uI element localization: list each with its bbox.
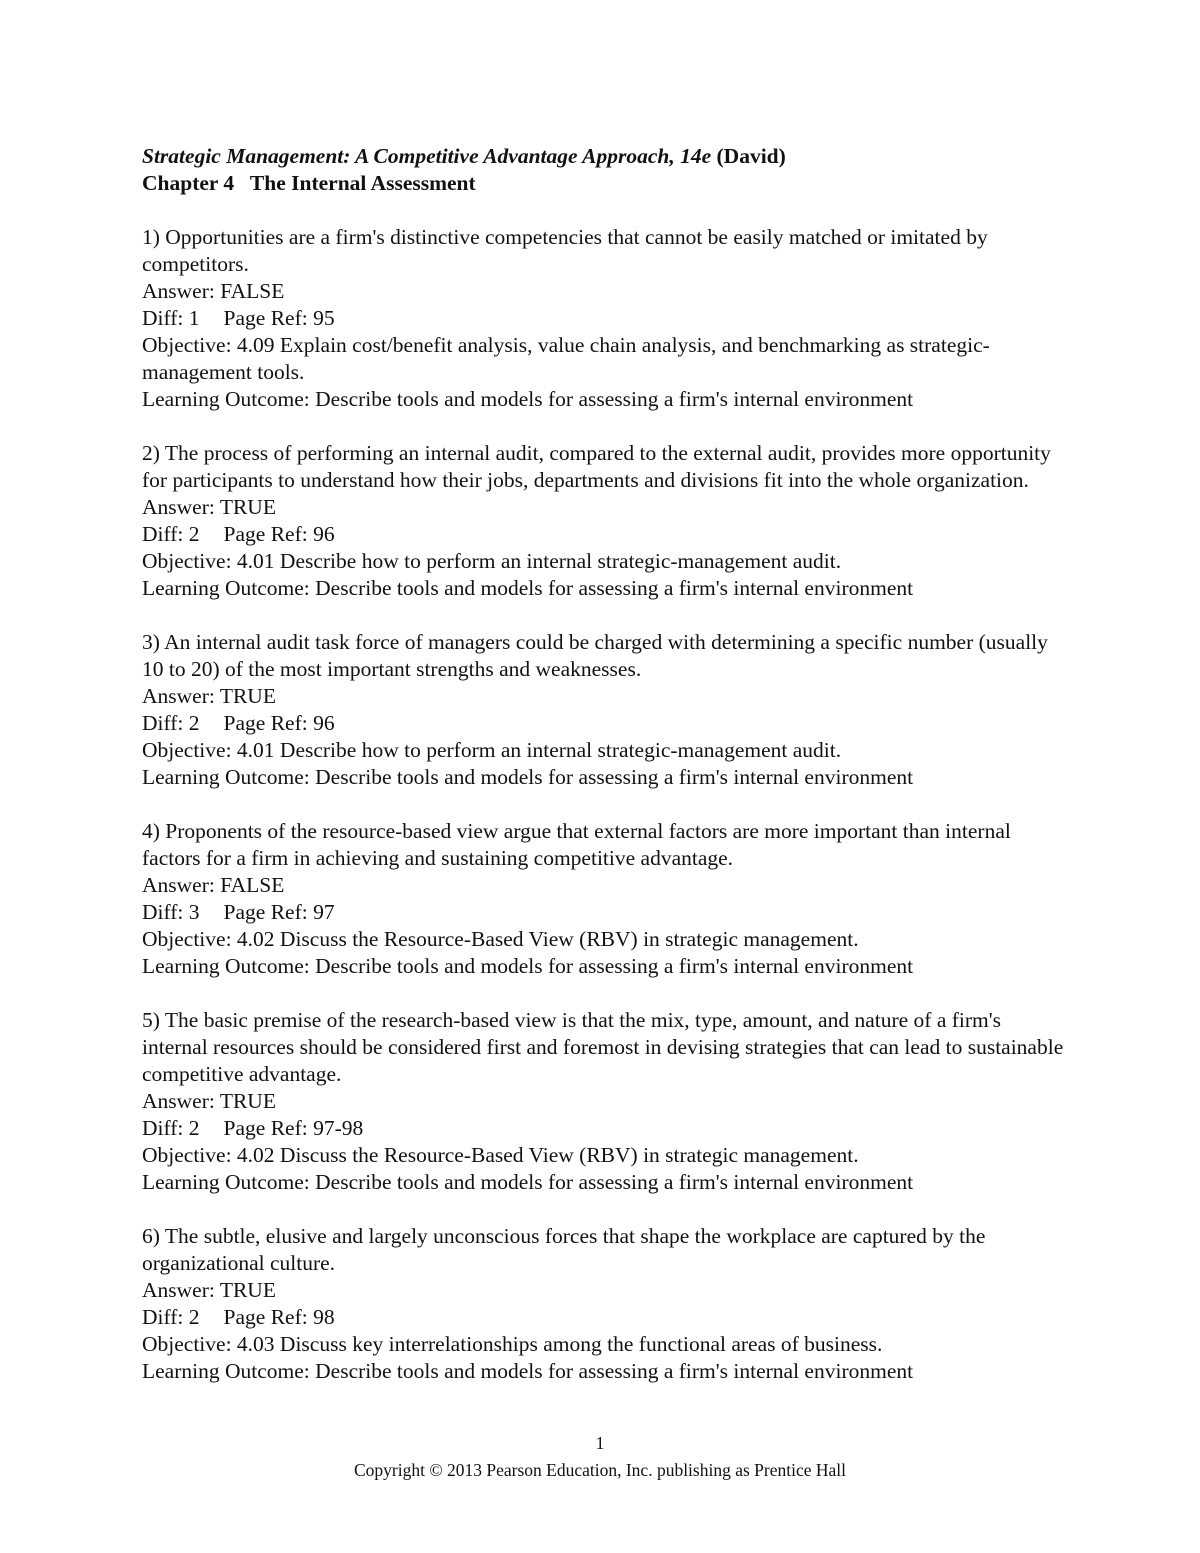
page-ref: Page Ref: 98 (223, 1305, 335, 1329)
learning-outcome: Learning Outcome: Describe tools and models for assessing a firm's internal environment (142, 1170, 914, 1194)
difficulty: Diff: 2 (142, 711, 200, 735)
question-stem: 1) Opportunities are a firm's distinctive competencies that cannot be easily matched or imitated by competitors. (142, 225, 988, 276)
question-item (142, 1007, 1072, 1196)
difficulty: Diff: 3 (142, 900, 200, 924)
question-item (142, 224, 1072, 413)
question-item (142, 818, 1072, 980)
difficulty-row (142, 521, 1072, 548)
question-stem: 3) An internal audit task force of managers could be charged with determining a specific number (usually 10 to 20) of the most important strengths and weaknesses. (142, 630, 1048, 681)
page-content (142, 143, 1072, 1412)
question-item (142, 440, 1072, 602)
question-item (142, 1223, 1072, 1385)
difficulty: Diff: 2 (142, 522, 200, 546)
difficulty-row (142, 710, 1072, 737)
learning-outcome: Learning Outcome: Describe tools and models for assessing a firm's internal environment (142, 387, 914, 411)
question-stem: 4) Proponents of the resource-based view argue that external factors are more important than internal factors for a firm in achieving and sustaining competitive advantage. (142, 819, 1011, 870)
learning-outcome: Learning Outcome: Describe tools and models for assessing a firm's internal environment (142, 1359, 914, 1383)
objective: Objective: 4.09 Explain cost/benefit analysis, value chain analysis, and benchmarking as strategic-management tools. (142, 333, 990, 384)
page-number: 1 (595, 1433, 605, 1453)
difficulty-row (142, 1304, 1072, 1331)
answer: Answer: TRUE (142, 495, 276, 519)
page-ref: Page Ref: 97 (223, 900, 335, 924)
question-stem: 2) The process of performing an internal audit, compared to the external audit, provides more opportunity for participants to understand how their jobs, departments and divisions fit into the whole organization. (142, 441, 1051, 492)
question-stem: 5) The basic premise of the research-based view is that the mix, type, amount, and nature of a firm's internal resources should be considered first and foremost in devising strategies that can lead to sustainable competitive advantage. (142, 1008, 1064, 1086)
book-title: Strategic Management: A Competitive Advantage Approach, 14e (142, 144, 712, 168)
objective: Objective: 4.02 Discuss the Resource-Based View (RBV) in strategic management. (142, 927, 859, 951)
answer: Answer: FALSE (142, 279, 285, 303)
answer: Answer: TRUE (142, 1089, 276, 1113)
page-ref: Page Ref: 96 (223, 711, 335, 735)
difficulty-row (142, 305, 1072, 332)
objective: Objective: 4.01 Describe how to perform an internal strategic-management audit. (142, 738, 842, 762)
answer: Answer: TRUE (142, 684, 276, 708)
page-ref: Page Ref: 96 (223, 522, 335, 546)
objective: Objective: 4.02 Discuss the Resource-Based View (RBV) in strategic management. (142, 1143, 859, 1167)
page-ref: Page Ref: 97-98 (223, 1116, 364, 1140)
question-stem: 6) The subtle, elusive and largely unconscious forces that shape the workplace are captured by the organizational culture. (142, 1224, 986, 1275)
learning-outcome: Learning Outcome: Describe tools and models for assessing a firm's internal environment (142, 576, 914, 600)
objective: Objective: 4.01 Describe how to perform an internal strategic-management audit. (142, 549, 842, 573)
copyright-notice: Copyright © 2013 Pearson Education, Inc. publishing as Prentice Hall (353, 1460, 847, 1480)
difficulty-row (142, 1115, 1072, 1142)
chapter-heading: Chapter 4 The Internal Assessment (142, 171, 476, 195)
page-ref: Page Ref: 95 (223, 306, 335, 330)
question-item (142, 629, 1072, 791)
difficulty-row (142, 899, 1072, 926)
answer: Answer: TRUE (142, 1278, 276, 1302)
objective: Objective: 4.03 Discuss key interrelationships among the functional areas of business. (142, 1332, 883, 1356)
difficulty: Diff: 1 (142, 306, 200, 330)
learning-outcome: Learning Outcome: Describe tools and models for assessing a firm's internal environment (142, 765, 914, 789)
answer: Answer: FALSE (142, 873, 285, 897)
difficulty: Diff: 2 (142, 1116, 200, 1140)
learning-outcome: Learning Outcome: Describe tools and models for assessing a firm's internal environment (142, 954, 914, 978)
document-title (142, 143, 1072, 170)
author: (David) (716, 144, 786, 168)
difficulty: Diff: 2 (142, 1305, 200, 1329)
